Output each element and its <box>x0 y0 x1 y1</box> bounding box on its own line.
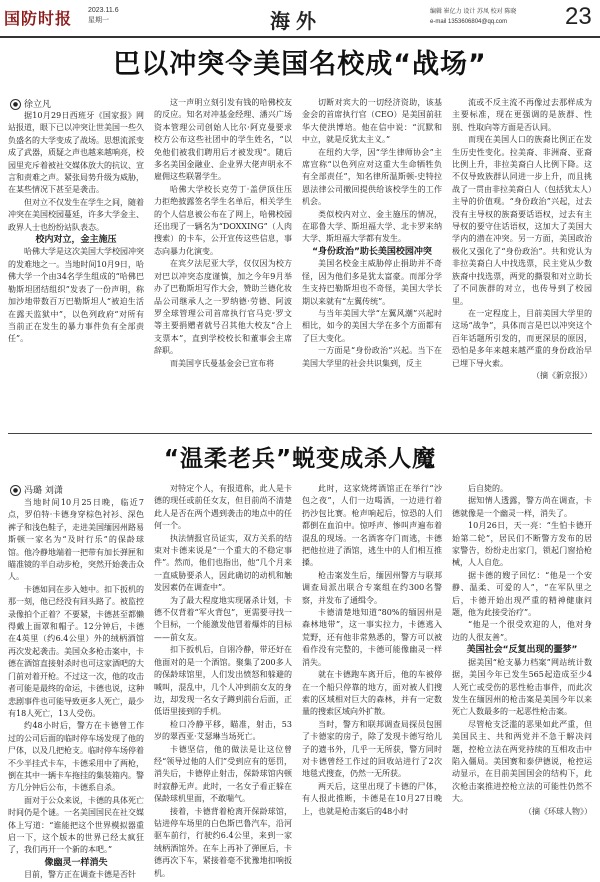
paragraph: 尽管枪支泛滥的恶果如此严重，但美国民主、共和两党并不急于解决问题，控枪立法在两党持续的互相攻击中陷入僵局。美国赛和泰伊德说，枪控运动显示，在目前美国国会的结构下，此次枪击案推进控枪立法的可能性仍然不大。 <box>452 719 592 804</box>
paragraph: 哈佛大学校长克劳丁·盖伊顶住压力拒绝披露签名学生名单后，相关学生的个人信息被公布在了网上，哈佛校园还出现了一辆名为“DOXXING”（人肉搜索）的卡车，公开宣传这些信息，事态向暴力化演变。 <box>154 184 292 256</box>
article2-column-4 <box>452 483 592 830</box>
article2-subheading-2: 美国社会“反复出现的噩梦” <box>466 645 578 656</box>
paragraph: 后自毙的。 <box>468 484 508 493</box>
paragraph: 据10月29日西班牙《国家报》网站报道，眼下已以冲突让世美国一些久负盛名的大学变成了战场。思想流派变成了武器，质疑之声也越来越响亮，校园里充斥着被社交媒体放大的抗议、宣言和责难之声。紧张局势升级为威胁，在某些情况下甚至是袭击。 <box>8 111 144 195</box>
paragraph: 据美国“枪支暴力档案”网站统计数据，美国今年已发生565起造成至少4人死亡或受伤的恶性枪击事件，而此次发生在缅因州的枪击案是美国今年以来死亡人数最多的一起恶性枪击案。 <box>452 657 592 717</box>
paragraph: 但对立不仅发生在学生之间，随着冲突在美国校园蔓延，许多大学金主、政界人士也纷纷站队表态。 <box>8 197 144 232</box>
paragraph: 类似校内对立、金主施压的情况，在耶鲁大学、斯坦福大学、北卡罗来纳大学、斯坦福大学都有发生。 <box>302 209 442 244</box>
paragraph: 在一定程度上，目前美国大学里的这场“战争”，具体而言是巴以冲突这个百年话题所引发的，而更深层的原因，恐怕是多年来越来越严重的身份政治早已埋下导火索。 <box>452 308 592 368</box>
paragraph: 哈佛大学是这次美国大学校园冲突的发难地之一。当地时间10月9日，哈佛大学一个由34名学生组成的“哈佛巴勒斯坦团结组织”发表了一份声明，称加沙地带数百万巴勒斯坦人“被迫生活在露天监狱中”，以色列政府“对所有当前正在发生的暴力事件负有全部责任”。 <box>8 247 144 344</box>
article2-credit: （摘《环球人物》） <box>524 806 592 816</box>
article1-column-2 <box>154 97 292 432</box>
article1-headline: 巴以冲突令美国名校成“战场” <box>113 49 487 80</box>
paragraph: 据卡德的嫂子回忆：“他是一个安静、温柔、可爱的人”，“在军队里之后，卡德开始出现严重的精神健康问题，他为此接受治疗”。 <box>452 570 592 618</box>
paragraph: 目前，警方正在调查卡德是否针 <box>24 870 136 880</box>
paragraph: 切断对宾大的一切经济资助，该基金会的首席执行官（CEO）是美国前驻华大使洪博培。他在信中说：“沉默和中立，就是反犹太主义。” <box>302 98 442 145</box>
paragraph: 扣下扳机后，自诩冷静，带还好在他面对的是一个酒馆。聚集了200多人的保龄球馆里，人们发出愤怒和躲避的喊叫，混乱中，几个人冲到前女友的身边，却发现一名女子蹲到前台后面，正低语里接到的手机。 <box>154 645 292 717</box>
paragraph: 美国名校金主威胁停止捐助并不奇怪，因为他们多是犹太富豪。而部分学生支持巴勒斯坦也不奇怪，美国大学长期以来就有“左翼传统”。 <box>302 259 442 306</box>
paragraph: 为了最大程度地实现屠杀计划，卡德不仅背着“军火背包”，更需要寻找一个目标，一个能激发他冒着爆炸的目标——前女友。 <box>154 595 292 642</box>
paragraph: 一方面是“身份政治”兴起。当下在美国大学里的社会共识集到，反主 <box>302 346 442 368</box>
paragraph: 而美国亨氏曼基金会已宣布将 <box>170 358 274 368</box>
paragraph: 当时，警方和联邦调查局探员包围了卡德家的房子，除了发现卡德写给儿子的遗书外，几乎一无所获，警方同时对卡德曾经工作过的回收站进行了2次地毯式搜查，仍然一无所获。 <box>302 719 442 779</box>
paragraph: 与当年美国大学“左翼风潮”兴起时相比，如今的美国大学在多个方面都有了巨大变化。 <box>302 308 442 343</box>
article2-byline <box>10 483 63 496</box>
article1-column-1 <box>8 110 144 432</box>
paragraph: 检口冷静平移，瞄准，射击，53岁的翠西亚·艾瑟琳当场死亡。 <box>154 719 292 742</box>
section-title: 海外 <box>270 9 322 33</box>
issue-weekday: 星期一 <box>88 17 109 24</box>
paragraph: 卡德如同在步入她中。扣下扳机的那一刻，他已经没有回头路了。被监控录像拍个正着？不要紧，卡德甚至都懒得戴上面罩和帽子。12分钟后，卡德在4英里（约6.4公里）外的绒柄酒馆再次发起袭击。美国众多枪击案中，卡德在酒馆直接射杀时也可这家酒吧的大门前对着开枪。不过这一次，他的攻击者可能是最终的命运，卡德也说，这种悲剧事件也可能导致更多人死亡，最少有18人死亡，13人受伤。 <box>8 584 144 718</box>
editor-email: e-mail 1353606804@qq.com <box>430 19 508 25</box>
paragraph: 约48小时后，警方在卡德曾工作过的公司后面的临时停车场发现了他的尸体，以及几把枪支。临时停车场停着不少半挂式卡车，卡德采用中了两枪，倒在其中一辆卡车拖挂的集装箱内。警方几分钟后公布，卡德系自杀。 <box>8 721 144 793</box>
page-number: 23 <box>565 3 592 30</box>
article-divider <box>8 433 592 434</box>
paragraph: “他是一个很受欢迎的人，他对身边的人很友善”。 <box>452 620 592 642</box>
editor-names: 编辑 崔亿力 设计 苏凤 校对 陈晓 <box>430 9 517 15</box>
article2-column-2 <box>154 483 292 878</box>
paragraph: 流或不反主流不再像过去那样成为主要标准，现在更强调的是族群、性别、性取向等方面是否认同。 <box>452 98 592 132</box>
paragraph: 对特定个人，有报道称，此人是卡德的现任或前任女友，但目前尚不清楚此人是否在两个遇到袭击的地点中的任何一个。 <box>154 484 292 531</box>
paragraph: 就在卡德跑车离开后，他的车被停在一个船只停靠的地方，面对被人们搜索的区域相对巨大的森林，并有一定数量的搜索区域向外扩散。 <box>302 670 442 717</box>
editor-credits <box>430 7 516 27</box>
paragraph: 枪击案发生后，缅因州警方与联邦调查局派出联合专案组在约300名警察，并发布了通缉令。 <box>302 570 442 605</box>
paragraph: 面对于公众来说，卡德的具体死亡时间仍是个谜。一名美国国民在社交媒体上写道：“谁能把这个世界模拟器重启一下，这个版本的世界已经太疯狂了，我们再开一个新的本吧。” <box>8 795 144 855</box>
article1-byline <box>10 97 51 110</box>
article2-subheading-1: 像幽灵一样消失 <box>44 857 108 868</box>
paragraph: 执法情报官员证实，双方关系的结束对卡德来说是“一个重大的不稳定事件”。然而，他们也指出，他“几个月来一直威胁要杀人，因此确切的动机和触发因素仍在调查中”。 <box>154 533 292 593</box>
paragraph: 10月26日，天一亮：“生怕卡德开始第二轮”，居民们不断警方发布的居家警告，纷纷走出家门，锁起门窗拾枪械，人人自危。 <box>452 521 592 568</box>
article2-column-1 <box>8 497 144 880</box>
paragraph: 据知情人透露，警方尚在调查，卡德就像是一个幽灵一样，消失了。 <box>452 496 592 518</box>
paragraph: 此时，这家烧烤酒馆正在举行“沙包之夜”，人们一边喝酒，一边进行着扔沙包比赛。枪声响起后，惊恐的人们都倒在血泊中。惊呼声、惨叫声遍布着混乱的现场。一名酒客夺门而逃，卡德把他拉进了酒馆，逃生中的人们相互推搡。 <box>302 484 442 568</box>
article2-author: 冯璐 刘潇 <box>24 486 63 496</box>
paragraph: 在宾夕法尼亚大学，仅仅因为校方对巴以冲突态度谨慎，加之今年9月举办了巴勒斯坦写作大会，赞助兰德化妆品公司继承人之一罗纳德·劳德、阿波罗全球管理公司首席执行官马克·罗文等主要捐赠者就号召其他大校友“合上支票本”，直到学校校长和董事会主席辞职。 <box>154 259 292 356</box>
paragraph: 卡德清楚地知道“80%的缅因州是森林地带”，这一事实拉力，卡德逃入荒野，还有他非常熟悉的，警方可以被看作没有完整的，卡德可能像幽灵一样消失。 <box>302 608 442 667</box>
paragraph: 卡德坚信，他的做法是让这位曾经“领导过他的人们”受到应有的惩罚，消失后，卡德停止射击，保龄球馆内顿时寂静无声。此时，一名女子看正躲在保龄球机里面，不敢喘气。 <box>154 744 292 804</box>
article1-column-4 <box>452 97 592 432</box>
article2-column-3 <box>302 483 442 830</box>
article1-author: 徐立凡 <box>24 100 52 110</box>
newspaper-logo: 国防时报 <box>4 9 73 28</box>
article1-credit: （摘《新京报》） <box>532 370 592 380</box>
article1-column-3 <box>302 97 442 432</box>
article2-headline: “温柔老兵”蜕变成杀人魔 <box>163 446 437 472</box>
article1-subheading-1: 校内对立，金主施压 <box>35 235 117 246</box>
author-icon: ● <box>10 485 21 496</box>
issue-date: 2023.11.6 <box>88 7 119 14</box>
paragraph: 而现在美国人口的族裔比例正在发生历史性变化。拉美裔、非洲裔、亚裔比例上升，非拉美裔白人比例下降。这不仅导致族群认同进一步上升，而且挑战了一贯由非拉美裔白人（包括犹太人）主导的价值观。“身份政治”兴起，过去没有主导权的族裔要话语权，过去有主导权的要守住话语权，这加大了美国大学内的潜在冲突。另一方面，美国政治极化又强化了“身份政治”。共和党认为非拉美裔白人中找选票，民主党从少数族裔中找选票，两党的撕裂和对立助长了不同族群的对立，也传导到了校园里。 <box>452 135 592 306</box>
masthead <box>0 0 600 38</box>
author-icon: ● <box>10 99 21 110</box>
paragraph: 两天后，这里出现了卡德的尸体，有人报此推断，卡德是在10月27日晚上，也就是枪击案后的48小时 <box>302 781 442 816</box>
paragraph: 在纽约大学，因“学生律师协会”主席宣称“以色列应对这重大生命牺牲负有全部责任”，知名律所温斯顿-史特拉恩法律公司撤回提供给该校学生的工作机会。 <box>302 147 442 207</box>
paragraph: 接着，卡德背着枪离开保龄球馆，钻进停车场里的白色斯巴鲁汽车，沿河驱车前行，行驶约6.4公里，来到一家绒柄酒馆外。在车上再补了弹匣后，卡德再次下车，紧接着毫不犹豫地扣响扳机。 <box>154 806 292 878</box>
issue-date-block <box>88 6 119 26</box>
article1-subheading-2: “身份政治”助长美国校园冲突 <box>312 246 432 257</box>
paragraph: 当地时间10月25日晚，临近7点，罗伯特·卡德身穿棕色衬衫、深色裤子和浅色鞋子，走进美国缅因州路易斯顿一家名为“及时行乐”的保龄球馆。他冷静地端着一把带有加长弹匣和瞄准镜的半自动步枪，突然开始袭击众人。 <box>8 498 144 582</box>
paragraph: 这一声明立刻引发有钱的哈佛校友的反应。知名对冲基金经理、潘兴广场资本管理公司创始人比尔·阿克曼要求校方公布这些社团中的学生姓名，“以免他们被我们聘用后才被发现”。随后多名美国金融业、企业界大佬声明永不雇佣这些联署学生。 <box>154 98 292 182</box>
